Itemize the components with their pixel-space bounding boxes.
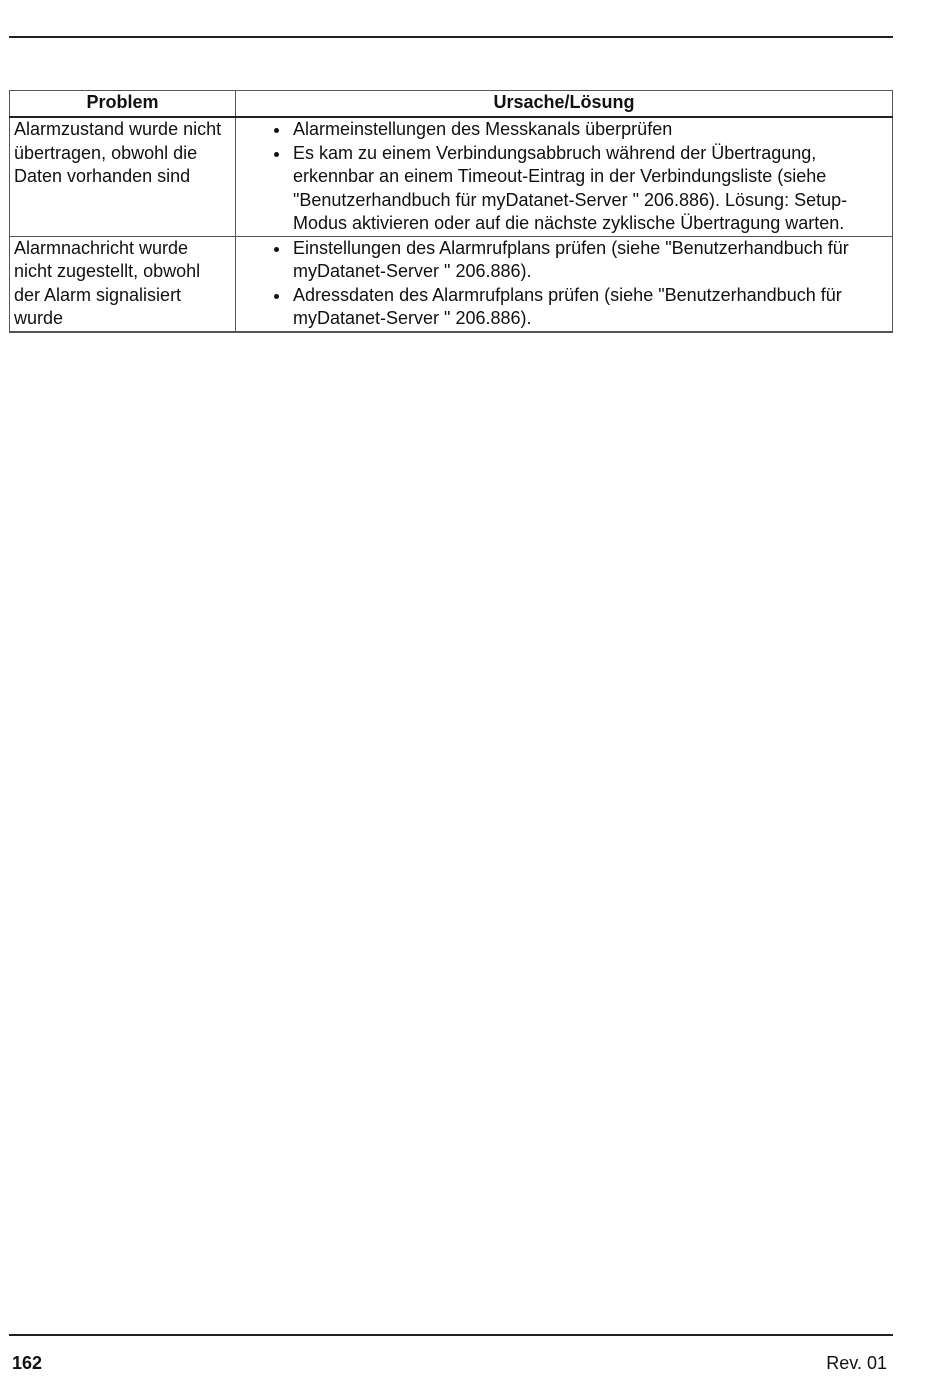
problem-cell: Alarmzustand wurde nicht übertragen, obwohl die Daten vorhanden sind xyxy=(10,117,236,236)
solution-item: Adressdaten des Alarmrufplans prüfen (siehe "Benutzerhandbuch für myDatanet-Server " 206.886). xyxy=(293,284,888,331)
table-row xyxy=(10,117,893,236)
column-header-problem: Problem xyxy=(10,91,236,118)
footer-rule xyxy=(9,1334,893,1336)
page-number: 162 xyxy=(12,1353,43,1373)
solution-cell xyxy=(236,236,893,332)
solution-cell xyxy=(236,117,893,236)
solution-list xyxy=(240,237,888,331)
solution-list xyxy=(240,118,888,236)
header-rule xyxy=(9,36,893,38)
troubleshooting-table xyxy=(9,90,893,333)
solution-item: Einstellungen des Alarmrufplans prüfen (siehe "Benutzerhandbuch für myDatanet-Server " 206.886). xyxy=(293,237,888,284)
column-header-solution: Ursache/Lösung xyxy=(236,91,893,118)
solution-item: Alarmeinstellungen des Messkanals überprüfen xyxy=(293,118,888,142)
table-row xyxy=(10,236,893,332)
table-header-row xyxy=(10,91,893,118)
problem-cell: Alarmnachricht wurde nicht zugestellt, obwohl der Alarm signalisiert wurde xyxy=(10,236,236,332)
revision-label: Rev. 01 xyxy=(826,1353,887,1373)
solution-item: Es kam zu einem Verbindungsabbruch während der Übertragung, erkennbar an einem Timeout-Eintrag in der Verbindungsliste (siehe "Benutzerhandbuch für myDatanet-Server " 206.886). Lösung: Setup-Modus aktivieren oder auf die nächste zyklische Übertragung warten. xyxy=(293,142,888,236)
